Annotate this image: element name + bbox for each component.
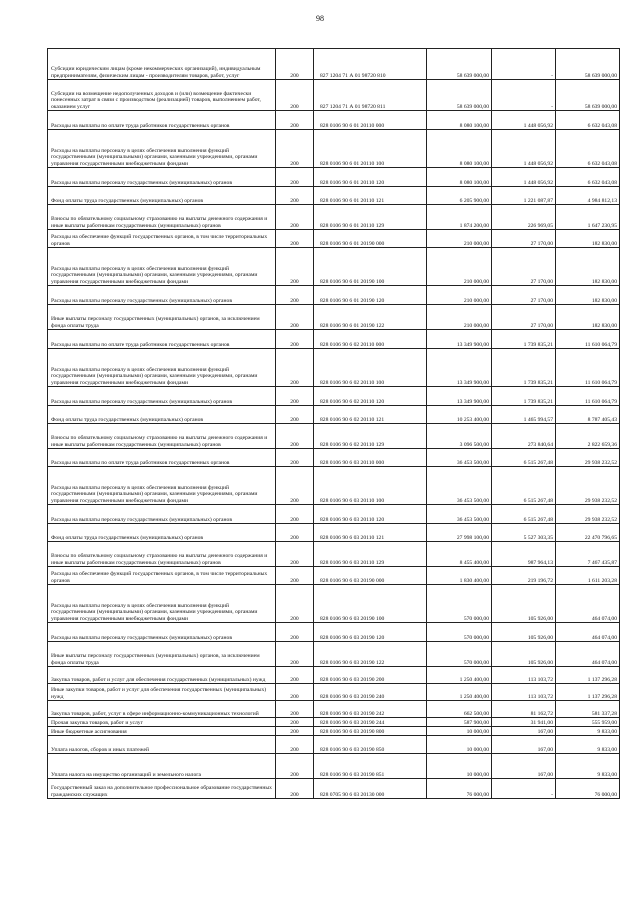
cell-code: 200 — [276, 305, 314, 330]
cell-remaining: 555 959,00 — [556, 718, 620, 727]
cell-approved: 36 453 500,00 — [427, 505, 492, 524]
cell-approved: 1 874 200,00 — [427, 205, 492, 230]
cell-code: 200 — [276, 80, 314, 111]
cell-code: 200 — [276, 542, 314, 567]
cell-kbk: 828 0106 90 6 03 20110 120 — [314, 505, 427, 524]
cell-name: Расходы на обеспечение функций государственных органов, в том числе территориальных органов — [48, 230, 276, 248]
cell-executed: 113 103,72 — [492, 667, 556, 684]
cell-executed: 5 527 303,35 — [492, 524, 556, 542]
cell-name: Фонд оплаты труда государственных (муниципальных) органов — [48, 524, 276, 542]
cell-approved: 6 205 900,00 — [427, 187, 492, 205]
table-row — [48, 305, 620, 330]
table-row — [48, 449, 620, 467]
cell-remaining: 464 074,00 — [556, 642, 620, 667]
cell-code: 200 — [276, 130, 314, 168]
cell-name: Расходы на выплаты персоналу государственных (муниципальных) органов — [48, 623, 276, 642]
cell-code: 200 — [276, 754, 314, 779]
table-row — [48, 111, 620, 130]
cell-kbk: 828 0106 90 6 01 20190 122 — [314, 305, 427, 330]
cell-code: 200 — [276, 449, 314, 467]
cell-code: 200 — [276, 330, 314, 349]
cell-name: Расходы на выплаты персоналу в целях обеспечения выполнения функций государственными (муниципальными) органами, казенными учреждениями, органами управления государственными внебюджетными фондами — [48, 467, 276, 505]
cell-approved: 13 349 900,00 — [427, 330, 492, 349]
cell-executed: 105 926,00 — [492, 585, 556, 623]
cell-kbk: 827 1204 71 А 01 98720 810 — [314, 49, 427, 80]
cell-code: 200 — [276, 286, 314, 305]
cell-name: Государственный заказ на дополнительное профессиональное образование государственных гражданских служащих — [48, 779, 276, 799]
table-row — [48, 230, 620, 248]
cell-remaining: 581 337,28 — [556, 701, 620, 718]
cell-approved: 8 080 100,00 — [427, 130, 492, 168]
table-row — [48, 205, 620, 230]
cell-approved: 8 080 100,00 — [427, 168, 492, 187]
cell-code: 200 — [276, 248, 314, 286]
cell-executed: 167,00 — [492, 736, 556, 754]
cell-name: Расходы на выплаты персоналу государственных (муниципальных) органов — [48, 168, 276, 187]
cell-kbk: 828 0106 90 6 03 20110 000 — [314, 449, 427, 467]
cell-kbk: 828 0106 90 6 02 20110 121 — [314, 406, 427, 424]
table-row — [48, 736, 620, 754]
cell-remaining: 22 470 796,65 — [556, 524, 620, 542]
cell-remaining: 29 938 232,52 — [556, 449, 620, 467]
cell-executed: 6 515 267,48 — [492, 449, 556, 467]
cell-remaining: 4 984 812,13 — [556, 187, 620, 205]
cell-kbk: 828 0106 90 6 02 20110 100 — [314, 349, 427, 387]
page-number: 98 — [316, 14, 324, 23]
cell-kbk: 828 0106 90 6 03 20190 200 — [314, 667, 427, 684]
table-row — [48, 349, 620, 387]
table-row — [48, 684, 620, 701]
cell-kbk: 828 0106 90 6 02 20110 129 — [314, 424, 427, 449]
cell-name: Расходы на обеспечение функций государственных органов, в том числе территориальных органов — [48, 567, 276, 585]
cell-kbk: 828 0106 90 6 01 20110 120 — [314, 168, 427, 187]
cell-kbk: 828 0106 90 6 03 20190 800 — [314, 727, 427, 736]
cell-code: 200 — [276, 718, 314, 727]
cell-kbk: 828 0106 90 6 03 20190 120 — [314, 623, 427, 642]
cell-remaining: 6 632 043,08 — [556, 168, 620, 187]
table-row — [48, 642, 620, 667]
cell-approved: 210 000,00 — [427, 286, 492, 305]
cell-remaining: 58 639 000,00 — [556, 80, 620, 111]
cell-executed: 27 170,00 — [492, 286, 556, 305]
cell-executed: 1 739 835,21 — [492, 387, 556, 406]
cell-name: Субсидии на возмещение недополученных доходов и (или) возмещение фактически понесенных затрат в связи с производством (реализацией) товаров, выполнением работ, оказанием услуг — [48, 80, 276, 111]
cell-remaining: 29 938 232,52 — [556, 505, 620, 524]
cell-approved: 3 096 500,00 — [427, 424, 492, 449]
table-row — [48, 585, 620, 623]
cell-code: 200 — [276, 467, 314, 505]
cell-name: Субсидии юридическим лицам (кроме некоммерческих организаций), индивидуальным предпринимателям, физическим лицам - производителям товаров, работ, услуг — [48, 49, 276, 80]
cell-approved: 210 000,00 — [427, 248, 492, 286]
cell-executed: 105 926,00 — [492, 642, 556, 667]
table-row — [48, 779, 620, 799]
table-row — [48, 718, 620, 727]
cell-executed: 1 448 056,92 — [492, 168, 556, 187]
cell-code: 200 — [276, 623, 314, 642]
cell-remaining: 1 647 230,95 — [556, 205, 620, 230]
cell-code: 200 — [276, 736, 314, 754]
cell-code: 200 — [276, 779, 314, 799]
cell-code: 200 — [276, 505, 314, 524]
cell-approved: 662 500,00 — [427, 701, 492, 718]
cell-code: 200 — [276, 187, 314, 205]
cell-approved: 1 830 400,00 — [427, 567, 492, 585]
cell-kbk: 828 0106 90 6 01 20110 100 — [314, 130, 427, 168]
cell-kbk: 828 0106 90 6 03 20110 121 — [314, 524, 427, 542]
cell-approved: 58 639 000,00 — [427, 49, 492, 80]
cell-name: Фонд оплаты труда государственных (муниципальных) органов — [48, 406, 276, 424]
cell-code: 200 — [276, 230, 314, 248]
table-row — [48, 130, 620, 168]
cell-kbk: 828 0106 90 6 03 20190 240 — [314, 684, 427, 701]
cell-approved: 36 453 500,00 — [427, 467, 492, 505]
cell-name: Фонд оплаты труда государственных (муниципальных) органов — [48, 187, 276, 205]
cell-name: Взносы по обязательному социальному страхованию на выплаты денежного содержания и иные выплаты работникам государственных (муниципальных) органов — [48, 424, 276, 449]
cell-code: 200 — [276, 168, 314, 187]
cell-remaining: 182 830,00 — [556, 248, 620, 286]
cell-executed: 1 465 994,57 — [492, 406, 556, 424]
cell-approved: 210 000,00 — [427, 230, 492, 248]
table-row — [48, 424, 620, 449]
cell-executed: - — [492, 779, 556, 799]
cell-approved: 10 000,00 — [427, 727, 492, 736]
cell-kbk: 827 1204 71 А 01 98720 811 — [314, 80, 427, 111]
cell-executed: 1 739 835,21 — [492, 330, 556, 349]
cell-remaining: 58 639 000,00 — [556, 49, 620, 80]
cell-executed: 1 739 835,21 — [492, 349, 556, 387]
cell-kbk: 828 0106 90 6 02 20110 120 — [314, 387, 427, 406]
cell-approved: 58 639 000,00 — [427, 80, 492, 111]
cell-code: 200 — [276, 49, 314, 80]
cell-code: 200 — [276, 205, 314, 230]
cell-code: 200 — [276, 727, 314, 736]
cell-executed: - — [492, 49, 556, 80]
cell-executed: 219 196,72 — [492, 567, 556, 585]
cell-name: Расходы на выплаты персоналу государственных (муниципальных) органов — [48, 286, 276, 305]
table-body — [48, 49, 620, 799]
cell-kbk: 828 0106 90 6 03 20190 100 — [314, 585, 427, 623]
cell-name: Иные выплаты персоналу государственных (муниципальных) органов, за исключением фонда оплаты труда — [48, 305, 276, 330]
cell-remaining: 9 833,00 — [556, 736, 620, 754]
cell-remaining: 182 830,00 — [556, 230, 620, 248]
cell-remaining: 11 610 064,79 — [556, 387, 620, 406]
cell-executed: 226 969,05 — [492, 205, 556, 230]
cell-executed: 31 941,00 — [492, 718, 556, 727]
cell-name: Расходы на выплаты персоналу государственных (муниципальных) органов — [48, 505, 276, 524]
cell-remaining: 76 000,00 — [556, 779, 620, 799]
table-row — [48, 727, 620, 736]
cell-approved: 8 455 400,00 — [427, 542, 492, 567]
cell-name: Иные закупки товаров, работ и услуг для обеспечения государственных (муниципальных) нужд — [48, 684, 276, 701]
cell-code: 200 — [276, 684, 314, 701]
cell-name: Расходы на выплаты персоналу в целях обеспечения выполнения функций государственными (муниципальными) органами, казенными учреждениями, органами управления государственными внебюджетными фондами — [48, 585, 276, 623]
cell-kbk: 828 0106 90 6 03 20190 850 — [314, 736, 427, 754]
cell-approved: 570 000,00 — [427, 623, 492, 642]
table-row — [48, 330, 620, 349]
table-row — [48, 542, 620, 567]
cell-kbk: 828 0106 90 6 03 20110 129 — [314, 542, 427, 567]
cell-code: 200 — [276, 567, 314, 585]
cell-code: 200 — [276, 585, 314, 623]
cell-code: 200 — [276, 406, 314, 424]
cell-executed: 1 221 087,87 — [492, 187, 556, 205]
table-row — [48, 80, 620, 111]
cell-name: Закупка товаров, работ и услуг для обеспечения государственных (муниципальных) нужд — [48, 667, 276, 684]
cell-executed: 1 448 056,92 — [492, 111, 556, 130]
cell-executed: 27 170,00 — [492, 248, 556, 286]
cell-name: Расходы на выплаты по оплате труда работников государственных органов — [48, 449, 276, 467]
cell-remaining: 6 632 043,08 — [556, 130, 620, 168]
cell-approved: 13 349 900,00 — [427, 349, 492, 387]
cell-remaining: 6 632 043,08 — [556, 111, 620, 130]
table-row — [48, 406, 620, 424]
table-row — [48, 187, 620, 205]
cell-name: Иные бюджетные ассигнования — [48, 727, 276, 736]
cell-name: Расходы на выплаты по оплате труда работников государственных органов — [48, 111, 276, 130]
cell-kbk: 828 0106 90 6 01 20110 121 — [314, 187, 427, 205]
cell-remaining: 1 611 203,28 — [556, 567, 620, 585]
cell-executed: 987 964,13 — [492, 542, 556, 567]
cell-remaining: 9 833,00 — [556, 727, 620, 736]
cell-executed: 27 170,00 — [492, 230, 556, 248]
cell-approved: 10 253 400,00 — [427, 406, 492, 424]
cell-approved: 36 453 500,00 — [427, 449, 492, 467]
cell-remaining: 2 822 659,36 — [556, 424, 620, 449]
cell-code: 200 — [276, 424, 314, 449]
cell-executed: - — [492, 80, 556, 111]
cell-code: 200 — [276, 111, 314, 130]
cell-kbk: 828 0106 90 6 01 20110 000 — [314, 111, 427, 130]
cell-remaining: 8 787 405,43 — [556, 406, 620, 424]
cell-executed: 81 162,72 — [492, 701, 556, 718]
table-row — [48, 387, 620, 406]
cell-approved: 8 080 100,00 — [427, 111, 492, 130]
cell-approved: 76 000,00 — [427, 779, 492, 799]
cell-name: Расходы на выплаты персоналу в целях обеспечения выполнения функций государственными (муниципальными) органами, казенными учреждениями, органами управления государственными внебюджетными фондами — [48, 130, 276, 168]
cell-remaining: 464 074,00 — [556, 623, 620, 642]
cell-approved: 1 250 400,00 — [427, 667, 492, 684]
budget-execution-table — [47, 48, 620, 799]
cell-executed: 167,00 — [492, 754, 556, 779]
cell-remaining: 1 137 296,28 — [556, 684, 620, 701]
cell-remaining: 182 830,00 — [556, 305, 620, 330]
cell-remaining: 9 833,00 — [556, 754, 620, 779]
table-row — [48, 667, 620, 684]
cell-approved: 1 250 400,00 — [427, 684, 492, 701]
table-row — [48, 701, 620, 718]
cell-code: 200 — [276, 387, 314, 406]
cell-executed: 105 926,00 — [492, 623, 556, 642]
cell-kbk: 828 0106 90 6 02 20110 000 — [314, 330, 427, 349]
cell-code: 200 — [276, 349, 314, 387]
table-row — [48, 567, 620, 585]
cell-code: 200 — [276, 642, 314, 667]
cell-kbk: 828 0106 90 6 03 20190 242 — [314, 701, 427, 718]
cell-approved: 27 998 100,00 — [427, 524, 492, 542]
cell-code: 200 — [276, 524, 314, 542]
cell-kbk: 828 0106 90 6 01 20190 120 — [314, 286, 427, 305]
cell-kbk: 828 0106 90 6 03 20190 851 — [314, 754, 427, 779]
table-row — [48, 168, 620, 187]
cell-executed: 167,00 — [492, 727, 556, 736]
cell-remaining: 11 610 064,79 — [556, 349, 620, 387]
table-row — [48, 524, 620, 542]
cell-name: Взносы по обязательному социальному страхованию на выплаты денежного содержания и иные выплаты работникам государственных (муниципальных) органов — [48, 542, 276, 567]
cell-name: Уплата налогов, сборов и иных платежей — [48, 736, 276, 754]
cell-approved: 10 000,00 — [427, 754, 492, 779]
cell-remaining: 1 137 296,28 — [556, 667, 620, 684]
cell-remaining: 7 467 435,87 — [556, 542, 620, 567]
cell-name: Расходы на выплаты персоналу государственных (муниципальных) органов — [48, 387, 276, 406]
cell-name: Закупка товаров, работ, услуг в сфере информационно-коммуникационных технологий — [48, 701, 276, 718]
cell-approved: 570 000,00 — [427, 585, 492, 623]
cell-approved: 13 349 900,00 — [427, 387, 492, 406]
table-row — [48, 286, 620, 305]
cell-remaining: 11 610 064,79 — [556, 330, 620, 349]
cell-approved: 587 900,00 — [427, 718, 492, 727]
cell-approved: 210 000,00 — [427, 305, 492, 330]
cell-kbk: 828 0106 90 6 03 20190 122 — [314, 642, 427, 667]
cell-kbk: 828 0106 90 6 01 20110 129 — [314, 205, 427, 230]
cell-executed: 1 448 056,92 — [492, 130, 556, 168]
cell-name: Расходы на выплаты персоналу в целях обеспечения выполнения функций государственными (муниципальными) органами, казенными учреждениями, органами управления государственными внебюджетными фондами — [48, 349, 276, 387]
cell-name: Расходы на выплаты персоналу в целях обеспечения выполнения функций государственными (муниципальными) органами, казенными учреждениями, органами управления государственными внебюджетными фондами — [48, 248, 276, 286]
cell-kbk: 828 0106 90 6 01 20190 100 — [314, 248, 427, 286]
table-row — [48, 467, 620, 505]
cell-code: 200 — [276, 701, 314, 718]
cell-executed: 273 840,64 — [492, 424, 556, 449]
table-row — [48, 754, 620, 779]
table-row — [48, 505, 620, 524]
cell-kbk: 828 0705 90 6 03 20130 000 — [314, 779, 427, 799]
cell-kbk: 828 0106 90 6 03 20110 100 — [314, 467, 427, 505]
cell-kbk: 828 0106 90 6 01 20190 000 — [314, 230, 427, 248]
table-row — [48, 248, 620, 286]
table-row — [48, 623, 620, 642]
cell-executed: 27 170,00 — [492, 305, 556, 330]
cell-name: Уплата налога на имущество организаций и земельного налога — [48, 754, 276, 779]
cell-remaining: 182 830,00 — [556, 286, 620, 305]
cell-name: Иные выплаты персоналу государственных (муниципальных) органов, за исключением фонда оплаты труда — [48, 642, 276, 667]
cell-approved: 570 000,00 — [427, 642, 492, 667]
cell-executed: 113 103,72 — [492, 684, 556, 701]
cell-remaining: 29 938 232,52 — [556, 467, 620, 505]
cell-executed: 6 515 267,48 — [492, 467, 556, 505]
cell-name: Прочая закупка товаров, работ и услуг — [48, 718, 276, 727]
cell-kbk: 828 0106 90 6 03 20190 000 — [314, 567, 427, 585]
cell-remaining: 464 074,00 — [556, 585, 620, 623]
cell-name: Взносы по обязательному социальному страхованию на выплаты денежного содержания и иные выплаты работникам государственных (муниципальных) органов — [48, 205, 276, 230]
cell-executed: 6 515 267,48 — [492, 505, 556, 524]
cell-name: Расходы на выплаты по оплате труда работников государственных органов — [48, 330, 276, 349]
cell-code: 200 — [276, 667, 314, 684]
table-row — [48, 49, 620, 80]
cell-kbk: 828 0106 90 6 03 20190 244 — [314, 718, 427, 727]
cell-approved: 10 000,00 — [427, 736, 492, 754]
